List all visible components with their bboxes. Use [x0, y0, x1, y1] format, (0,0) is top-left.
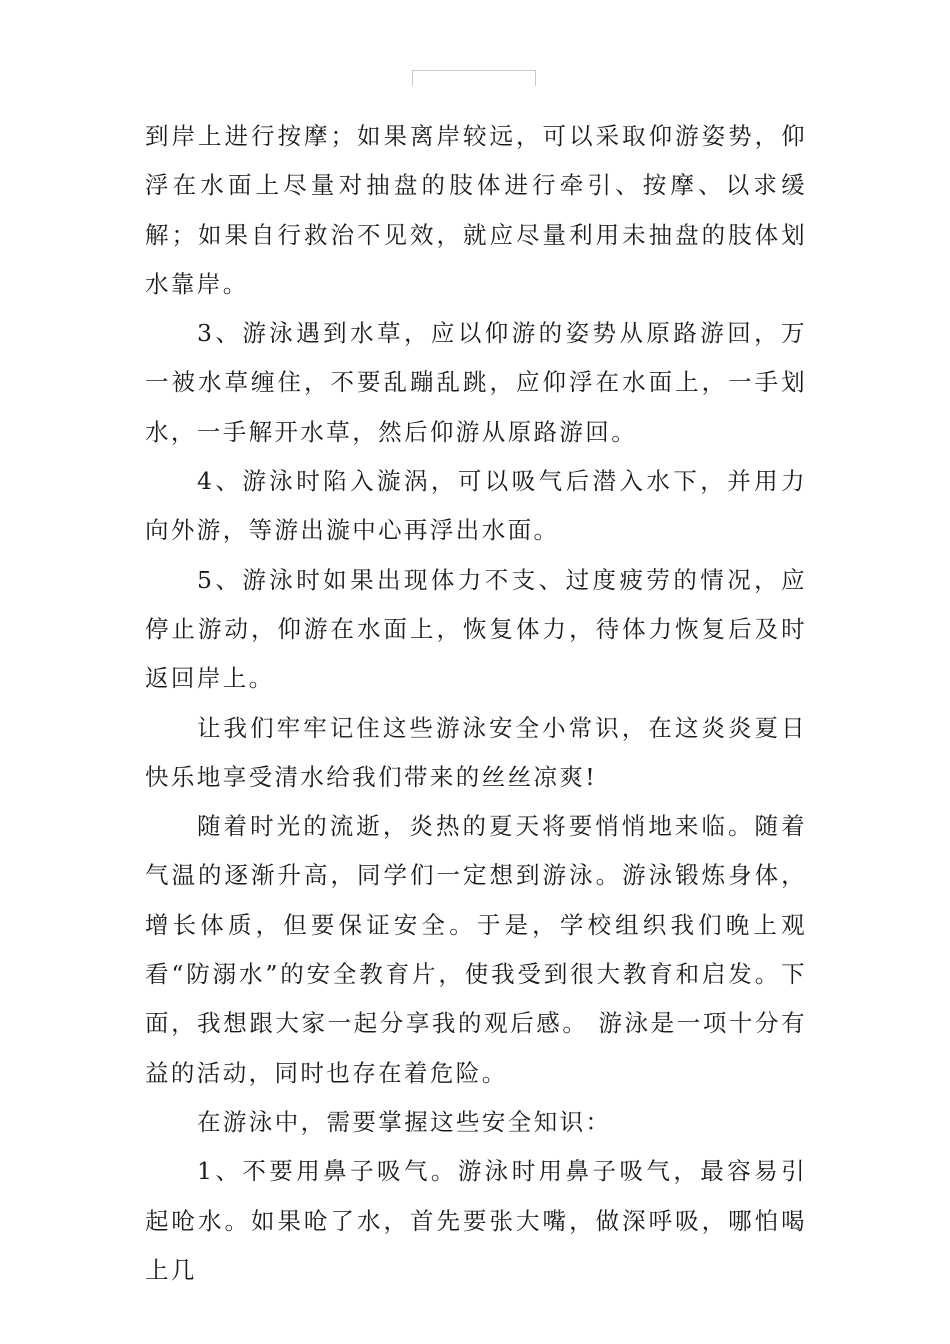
paragraph: 在游泳中，需要掌握这些安全知识： [197, 1107, 612, 1136]
document-body [145, 112, 807, 1295]
paragraph: 4、游泳时陷入漩涡，可以吸气后潜入水下，并用力向外游，等游出漩中心再浮出水面。 [145, 467, 807, 545]
page-header-mark [412, 70, 536, 86]
paragraph: 3、游泳遇到水草，应以仰游的姿势从原路游回，万一被水草缠住，不要乱蹦乱跳，应仰浮在水面上，一手划水，一手解开水草，然后仰游从原路游回。 [145, 319, 807, 446]
paragraph: 随着时光的流逝，炎热的夏天将要悄悄地来临。随着气温的逐渐升高，同学们一定想到游泳。游泳锻炼身体，增长体质，但要保证安全。于是，学校组织我们晚上观看“防溺水”的安全教育片，使我受到很大教育和启发。下面，我想跟大家一起分享我的观后感。 游泳是一项十分有益的活动，同时也存在着危险。 [145, 812, 807, 1087]
paragraph: 让我们牢牢记住这些游泳安全小常识，在这炎炎夏日快乐地享受清水给我们带来的丝丝凉爽! [145, 713, 807, 791]
paragraph: 到岸上进行按摩；如果离岸较远，可以采取仰游姿势，仰浮在水面上尽量对抽盘的肢体进行牵引、按摩、以求缓解；如果自行救治不见效，就应尽量利用未抽盘的肢体划水靠岸。 [145, 122, 807, 298]
paragraph: 5、游泳时如果出现体力不支、过度疲劳的情况，应停止游动，仰游在水面上，恢复体力，待体力恢复后及时返回岸上。 [145, 565, 807, 693]
paragraph: 1、不要用鼻子吸气。游泳时用鼻子吸气，最容易引起呛水。如果呛了水，首先要张大嘴，做深呼吸，哪怕喝上几 [145, 1157, 807, 1284]
